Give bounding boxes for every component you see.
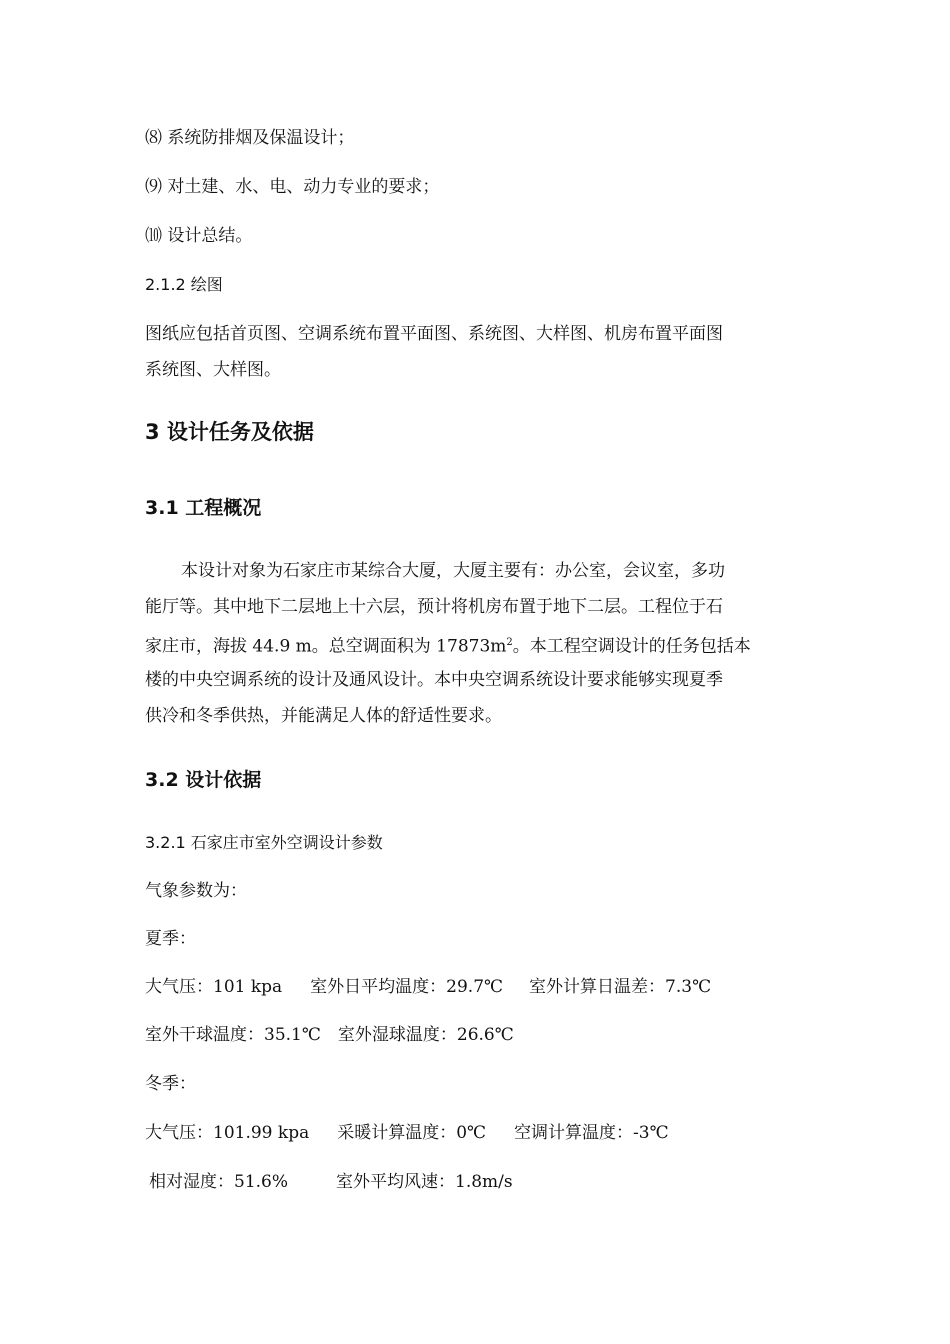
winter-wind-speed: 室外平均风速：1.8m/s xyxy=(336,1172,513,1192)
overview-line-3-tail: 。本工程空调设计的任务包括本 xyxy=(512,636,751,657)
heading-3: 3 设计任务及依据 xyxy=(145,420,314,444)
summer-mean-temp: 室外日平均温度：29.7℃ xyxy=(310,977,504,997)
summer-dry-bulb: 室外干球温度：35.1℃ xyxy=(145,1025,321,1045)
overview-line-1: 本设计对象为石家庄市某综合大厦，大厦主要有：办公室，会议室，多功 xyxy=(181,561,725,581)
winter-pressure: 大气压：101.99 kpa xyxy=(145,1123,310,1143)
list-item-8: ⑻ 系统防排烟及保温设计； xyxy=(145,128,355,148)
superscript-2: 2 xyxy=(506,637,513,648)
winter-label: 冬季： xyxy=(145,1074,196,1094)
heading-3-1: 3.1 工程概况 xyxy=(145,497,262,519)
summer-daily-range: 室外计算日温差：7.3℃ xyxy=(529,977,712,997)
overview-line-4: 楼的中央空调系统的设计及通风设计。本中央空调系统设计要求能够实现夏季 xyxy=(145,670,723,690)
summer-label: 夏季： xyxy=(145,929,196,949)
winter-row-1 xyxy=(145,1122,669,1144)
summer-pressure: 大气压：101 kpa xyxy=(145,977,283,997)
weather-intro: 气象参数为： xyxy=(145,881,247,901)
heading-3-2-1: 3.2.1 石家庄市室外空调设计参数 xyxy=(145,833,383,852)
winter-ac-temp: 空调计算温度：-3℃ xyxy=(514,1123,669,1143)
winter-heating-temp: 采暖计算温度：0℃ xyxy=(337,1123,487,1143)
overview-line-3 xyxy=(145,632,751,658)
summer-row-2 xyxy=(145,1024,514,1046)
paragraph-drawings-line-1: 图纸应包括首页图、空调系统布置平面图、系统图、大样图、机房布置平面图 xyxy=(145,324,723,344)
paragraph-drawings-line-2: 系统图、大样图。 xyxy=(145,360,281,380)
overview-line-3-text: 家庄市，海拔 44.9 m。总空调面积为 17873m xyxy=(145,636,507,657)
heading-3-2: 3.2 设计依据 xyxy=(145,769,262,791)
list-item-9: ⑼ 对土建、水、电、动力专业的要求； xyxy=(145,177,440,197)
heading-2-1-2: 2.1.2 绘图 xyxy=(145,275,223,294)
overview-line-5: 供冷和冬季供热，并能满足人体的舒适性要求。 xyxy=(145,706,502,726)
summer-wet-bulb: 室外湿球温度：26.6℃ xyxy=(337,1025,514,1045)
list-item-10: ⑽ 设计总结。 xyxy=(145,226,253,246)
winter-humidity: 相对湿度：51.6% xyxy=(149,1172,289,1192)
overview-line-2: 能厅等。其中地下二层地上十六层，预计将机房布置于地下二层。工程位于石 xyxy=(145,597,723,617)
summer-row-1 xyxy=(145,976,711,998)
winter-row-2 xyxy=(149,1171,513,1193)
